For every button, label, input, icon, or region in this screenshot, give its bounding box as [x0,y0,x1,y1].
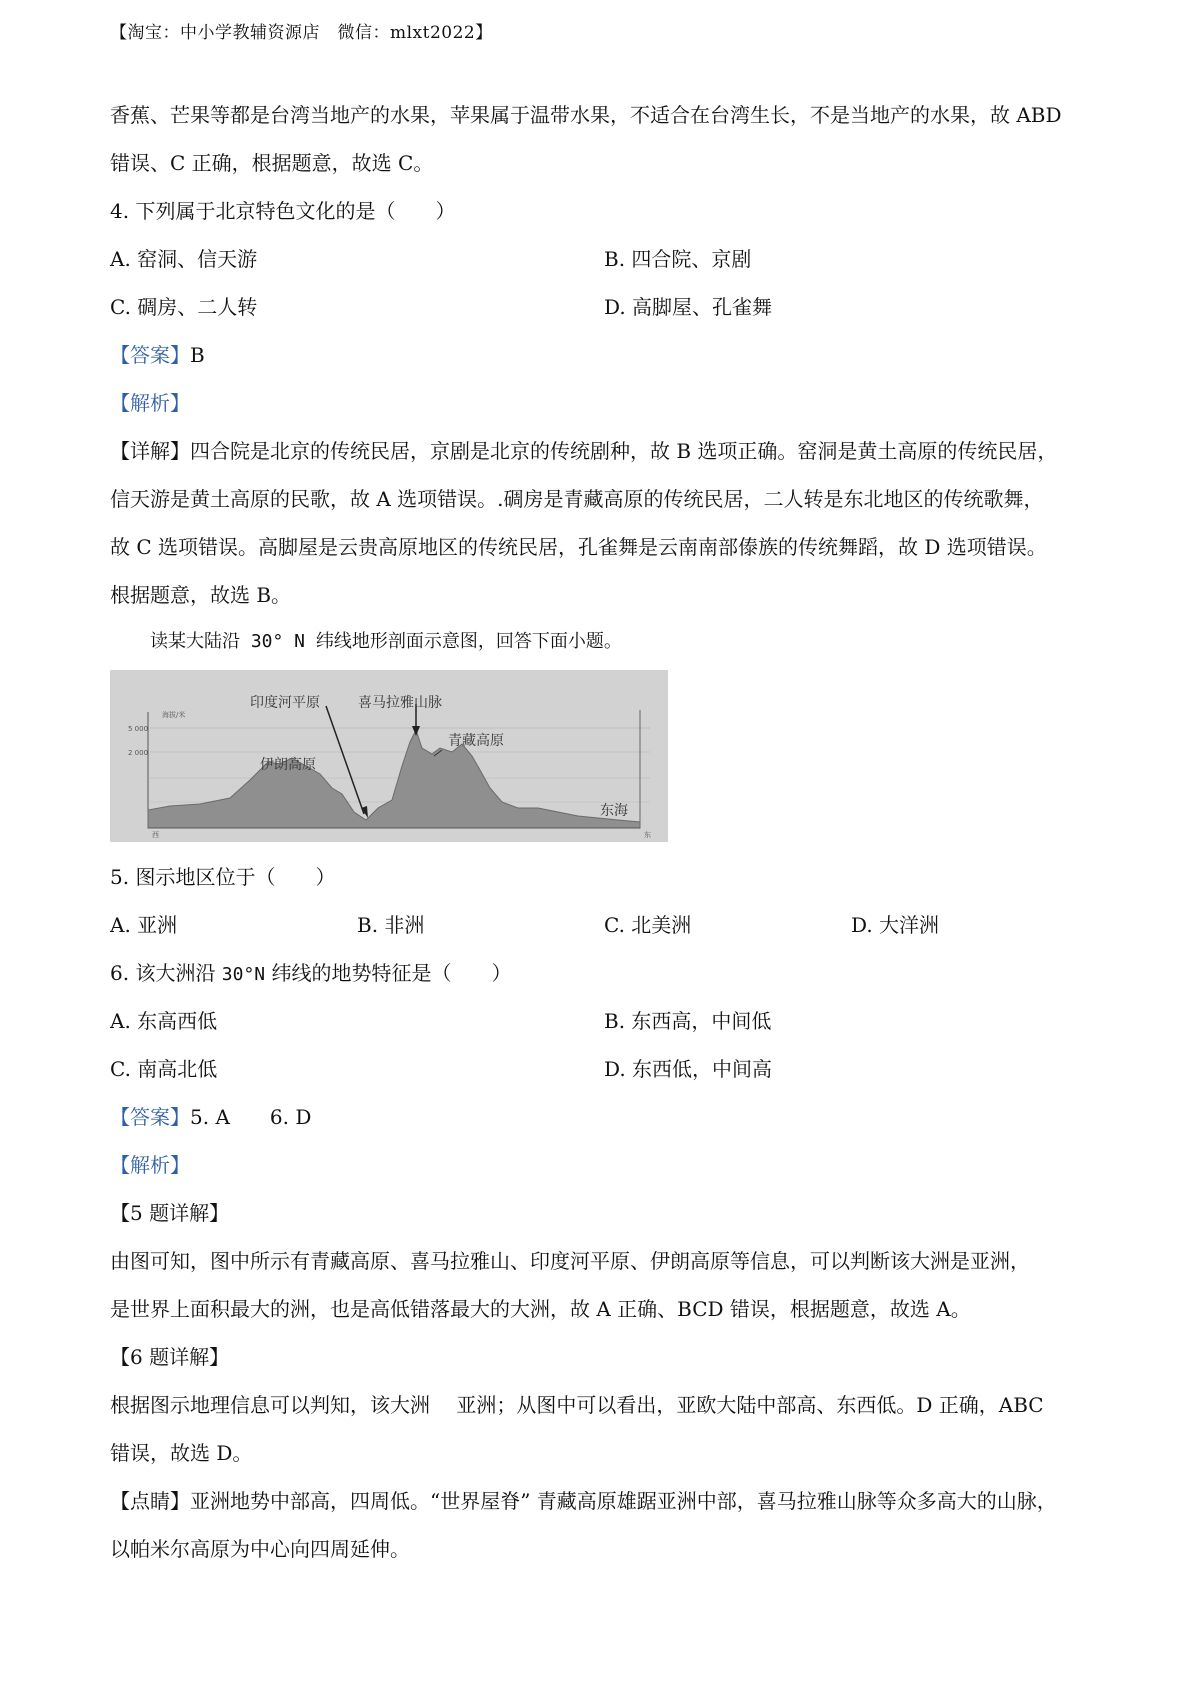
q3-explain-line2: 错误、C 正确，根据题意，故选 C。 [110,151,434,175]
q4-detail-line1: 【详解】四合院是北京的传统民居，京剧是北京的传统剧种，故 B 选项正确。窑洞是黄土高原的传统民居， [110,439,1058,463]
axis-tick-top: 5 000 [128,725,149,733]
q6-option-b: B. 东西高，中间低 [604,1009,772,1033]
q5-detail-line1: 由图可知，图中所示有青藏高原、喜马拉雅山、印度河平原、伊朗高原等信息，可以判断该大洲是亚洲， [110,1249,1030,1273]
q5-option-d: D. 大洋洲 [851,913,940,937]
figure-intro: 读某大陆沿 30° N 纬线地形剖面示意图，回答下面小题。 [150,631,622,652]
q5-option-a: A. 亚洲 [110,913,178,937]
q4-detail-line4: 根据题意，故选 B。 [110,583,292,607]
q5-detail-tag: 【5 题详解】 [110,1201,230,1225]
q4-option-a: A. 窑洞、信天游 [110,247,258,271]
label-iran-plateau: 伊朗高原 [260,757,316,773]
q5-option-c: C. 北美洲 [604,913,692,937]
label-tibet-plateau: 青藏高原 [448,733,504,749]
q5-option-b: B. 非洲 [357,913,425,937]
label-east-sea: 东海 [600,803,628,819]
q5-stem: 5. 图示地区位于（ ） [110,865,336,889]
q6-option-a: A. 东高西低 [110,1009,218,1033]
q4-stem: 4. 下列属于北京特色文化的是（ ） [110,199,456,223]
detail-tag: 【详解】 [110,439,190,463]
q4-option-b: B. 四合院、京剧 [604,247,752,271]
tip-line2: 以帕米尔高原为中心向四周延伸。 [110,1537,410,1561]
answers56-analysis-tag: 【解析】 [110,1153,190,1177]
label-indus-plain: 印度河平原 [250,695,320,711]
answer-value: B [190,343,205,367]
tip-line1: 【点睛】亚洲地势中部高，四周低。“世界屋脊” 青藏高原雄踞亚洲中部，喜马拉雅山脉等众多高大的山脉， [110,1489,1057,1513]
q6-detail-line2: 错误，故选 D。 [110,1441,253,1465]
q4-detail-line3: 故 C 选项错误。高脚屋是云贵高原地区的传统民居，孔雀舞是云南南部傣族的传统舞蹈，故 D 选项错误。 [110,535,1047,559]
q6-stem: 6. 该大洲沿 30°N 纬线的地势特征是（ ） [110,961,512,985]
q4-option-d: D. 高脚屋、孔雀舞 [604,295,773,319]
answers-5-6: 【答案】5. A 6. D [110,1105,312,1129]
q3-explain-line1: 香蕉、芒果等都是台湾当地产的水果，苹果属于温带水果，不适合在台湾生长，不是当地产的水果，故 ABD [110,103,1062,127]
page-header: 【淘宝：中小学教辅资源店 微信：mlxt2022】 [110,23,493,43]
q4-option-c: C. 碉房、二人转 [110,295,258,319]
q6-option-d: D. 东西低，中间高 [604,1057,773,1081]
terrain-profile-figure [110,670,668,842]
answer-tag: 【答案】 [110,1105,190,1129]
axis-tick-mid: 2 000 [128,749,149,757]
q4-detail-line2: 信天游是黄土高原的民歌，故 A 选项错误。.碉房是青藏高原的传统民居，二人转是东北地区的传统歌舞， [110,487,1044,511]
label-west: 西 [152,831,159,839]
tip-tag: 【点睛】 [110,1489,190,1513]
q5-detail-line2: 是世界上面积最大的洲，也是高低错落最大的大洲，故 A 正确、BCD 错误，根据题意，故选 A。 [110,1297,971,1321]
q4-analysis-tag: 【解析】 [110,391,190,415]
label-east: 东 [644,831,651,839]
answer-tag: 【答案】 [110,343,190,367]
axis-unit-label: 海拔/米 [162,711,186,719]
label-himalaya: 喜马拉雅山脉 [358,695,442,711]
q6-detail-line1: 根据图示地理信息可以判知，该大洲 亚洲；从图中可以看出，亚欧大陆中部高、东西低。D 正确，ABC [110,1393,1044,1417]
q4-answer [110,345,205,365]
q6-option-c: C. 南高北低 [110,1057,218,1081]
q6-detail-tag: 【6 题详解】 [110,1345,230,1369]
